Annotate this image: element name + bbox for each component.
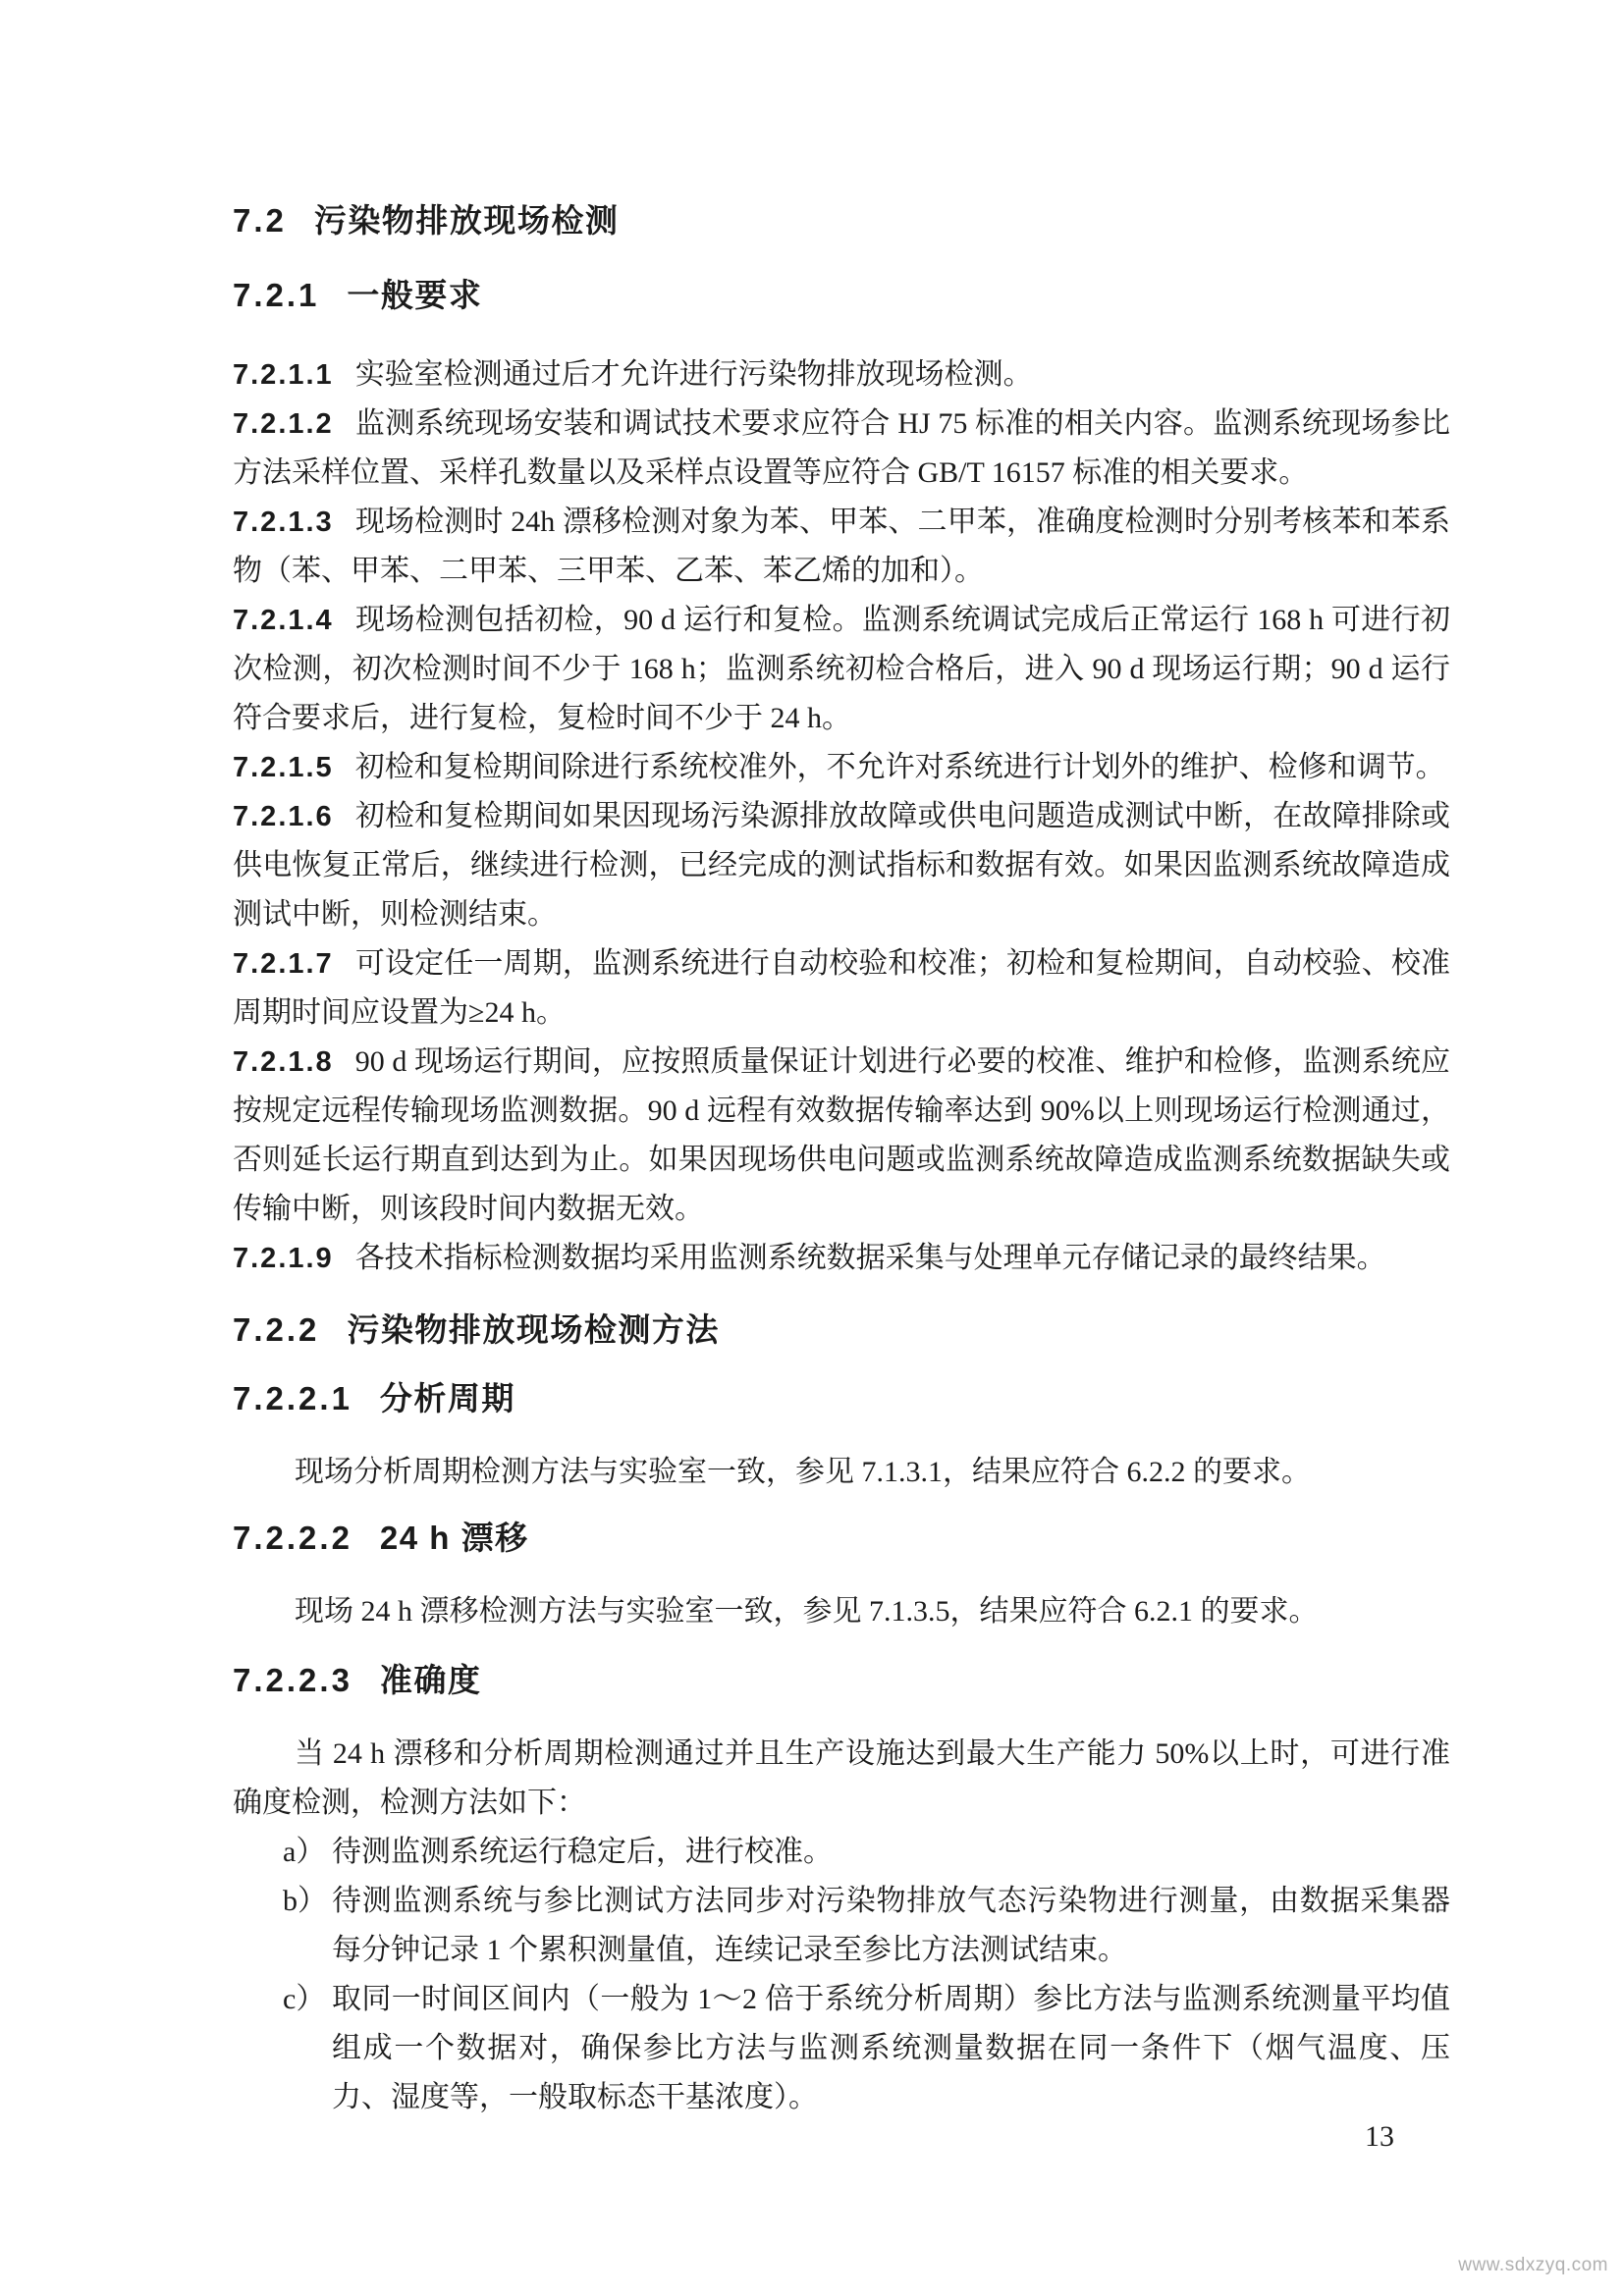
paragraph-accuracy-intro: 当 24 h 漂移和分析周期检测通过并且生产设施达到最大生产能力 50%以上时，可进行准确度检测，检测方法如下： xyxy=(233,1737,1450,1819)
list-text: 待测监测系统运行稳定后，进行校准。 xyxy=(332,1836,833,1868)
list-label: b） xyxy=(283,1885,327,1917)
section-heading-7-2-2-1 xyxy=(233,1379,1450,1418)
section-heading-7-2 xyxy=(233,201,1450,240)
clause-text: 实验室检测通过后才允许进行污染物排放现场检测。 xyxy=(354,358,1033,391)
heading-number: 7.2.2.2 xyxy=(233,1520,352,1556)
heading-title: 分析周期 xyxy=(379,1380,515,1416)
heading-title: 24 h 漂移 xyxy=(379,1520,529,1556)
clause-number: 7.2.1.2 xyxy=(233,408,334,440)
heading-title: 污染物排放现场检测方法 xyxy=(347,1311,720,1348)
clause-number: 7.2.1.1 xyxy=(233,359,334,391)
clause-7-2-1-1 xyxy=(233,350,1450,400)
list-item-b xyxy=(233,1877,1450,1975)
page-content xyxy=(233,0,1450,2122)
clause-text: 可设定任一周期，监测系统进行自动校验和校准；初检和复检期间，自动校验、校准周期时间应设置为≥24 h。 xyxy=(233,947,1450,1029)
clause-7-2-1-4 xyxy=(233,596,1450,743)
heading-number: 7.2.2.1 xyxy=(233,1380,352,1416)
heading-number: 7.2 xyxy=(233,202,287,239)
heading-number: 7.2.2.3 xyxy=(233,1662,352,1698)
section-heading-7-2-1 xyxy=(233,276,1450,315)
list-label: a） xyxy=(283,1836,326,1868)
heading-number: 7.2.2 xyxy=(233,1311,320,1348)
clause-text: 监测系统现场安装和调试技术要求应符合 HJ 75 标准的相关内容。监测系统现场参比方法采样位置、采样孔数量以及采样点设置等应符合 GB/T 16157 标准的相关要求。 xyxy=(233,407,1450,489)
clause-7-2-1-2 xyxy=(233,400,1450,498)
clause-text: 初检和复检期间如果因现场污染源排放故障或供电问题造成测试中断，在故障排除或供电恢复正常后，继续进行检测，已经完成的测试指标和数据有效。如果因监测系统故障造成测试中断，则检测结束。 xyxy=(233,800,1450,931)
list-text: 待测监测系统与参比测试方法同步对污染物排放气态污染物进行测量，由数据采集器每分钟记录 1 个累积测量值，连续记录至参比方法测试结束。 xyxy=(332,1885,1450,1966)
clause-text: 现场检测时 24h 漂移检测对象为苯、甲苯、二甲苯，准确度检测时分别考核苯和苯系物（苯、甲苯、二甲苯、三甲苯、乙苯、苯乙烯的加和）。 xyxy=(233,506,1450,587)
watermark: www.sdxzyq.com xyxy=(1458,2255,1608,2275)
list-text: 取同一时间区间内（一般为 1～2 倍于系统分析周期）参比方法与监测系统测量平均值组成一个数据对，确保参比方法与监测系统测量数据在同一条件下（烟气温度、压力、湿度等，一般取标态干基浓度）。 xyxy=(332,1983,1450,2113)
page-number: 13 xyxy=(1365,2120,1394,2153)
paragraph-24h-drift: 现场 24 h 漂移检测方法与实验室一致，参见 7.1.3.5，结果应符合 6.2.1 的要求。 xyxy=(295,1595,1319,1628)
clause-number: 7.2.1.8 xyxy=(233,1046,334,1078)
clause-text: 90 d 现场运行期间，应按照质量保证计划进行必要的校准、维护和检修，监测系统应按规定远程传输现场监测数据。90 d 远程有效数据传输率达到 90%以上则现场运行检测通过，否则延长运行期直到达到为止。如果因现场供电问题或监测系统故障造成监测系统数据缺失或传输中断，则该段时间内数据无效。 xyxy=(233,1045,1450,1225)
clause-number: 7.2.1.3 xyxy=(233,507,334,538)
clause-text: 现场检测包括初检，90 d 运行和复检。监测系统调试完成后正常运行 168 h 可进行初次检测，初次检测时间不少于 168 h；监测系统初检合格后，进入 90 d 现场运行期；90 d 运行符合要求后，进行复检，复检时间不少于 24 h。 xyxy=(233,604,1450,734)
clause-number: 7.2.1.5 xyxy=(233,752,334,783)
clause-7-2-1-8 xyxy=(233,1038,1450,1234)
paragraph-analysis-period: 现场分析周期检测方法与实验室一致，参见 7.1.3.1，结果应符合 6.2.2 的要求。 xyxy=(295,1456,1311,1488)
clause-number: 7.2.1.9 xyxy=(233,1243,334,1274)
clause-7-2-1-3 xyxy=(233,498,1450,596)
list-item-c xyxy=(233,1975,1450,2122)
clause-text: 初检和复检期间除进行系统校准外，不允许对系统进行计划外的维护、检修和调节。 xyxy=(354,751,1445,783)
clause-7-2-1-9 xyxy=(233,1234,1450,1283)
clause-text: 各技术指标检测数据均采用监测系统数据采集与处理单元存储记录的最终结果。 xyxy=(354,1242,1386,1274)
list-label: c） xyxy=(283,1983,326,2015)
clause-7-2-1-5 xyxy=(233,743,1450,792)
heading-title: 准确度 xyxy=(379,1662,482,1698)
clause-number: 7.2.1.6 xyxy=(233,801,334,832)
section-heading-7-2-2-3 xyxy=(233,1661,1450,1700)
section-heading-7-2-2 xyxy=(233,1310,1450,1350)
heading-title: 污染物排放现场检测 xyxy=(313,202,620,239)
clause-number: 7.2.1.7 xyxy=(233,948,334,980)
clause-7-2-1-6 xyxy=(233,792,1450,939)
heading-title: 一般要求 xyxy=(347,277,483,313)
clause-number: 7.2.1.4 xyxy=(233,605,334,636)
clause-7-2-1-7 xyxy=(233,939,1450,1038)
list-item-a xyxy=(233,1828,1450,1877)
section-heading-7-2-2-2 xyxy=(233,1519,1450,1558)
heading-number: 7.2.1 xyxy=(233,277,320,313)
